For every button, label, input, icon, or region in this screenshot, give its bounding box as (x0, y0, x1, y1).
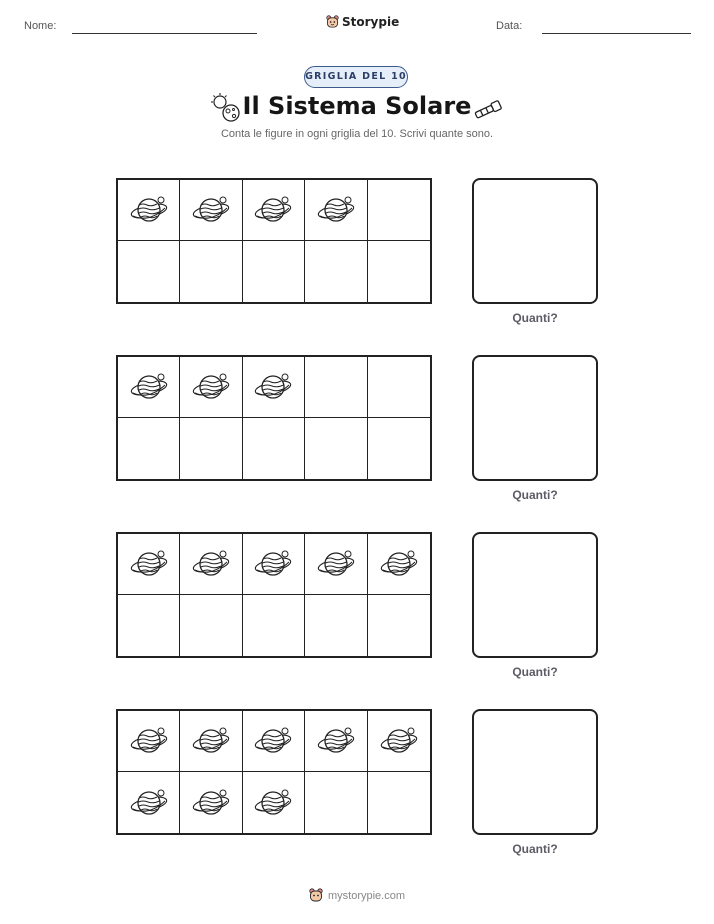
ten-frame-cell (305, 772, 367, 833)
planet-icon (129, 548, 169, 580)
ten-frame-cell (118, 180, 180, 241)
brand-name: Storypie (342, 15, 400, 29)
ten-frame-1 (116, 178, 432, 304)
answer-label: Quanti? (512, 842, 558, 856)
date-line[interactable] (542, 33, 691, 34)
ten-frame-cell (368, 357, 430, 418)
ten-frame-cell (368, 772, 430, 833)
planet-icon (253, 787, 293, 819)
ten-frame-cell (180, 534, 242, 595)
answer-label: Quanti? (512, 311, 558, 325)
ten-frame-cell (243, 180, 305, 241)
planet-icon (253, 371, 293, 403)
ten-frame-cell (243, 418, 305, 479)
ten-frame-cell (368, 241, 430, 302)
ten-frame-cell (180, 595, 242, 656)
answer-box-3[interactable] (472, 532, 598, 658)
planet-icon (191, 725, 231, 757)
ten-frame-cell (305, 241, 367, 302)
ten-frame-cell (305, 418, 367, 479)
instructions: Conta le figure in ogni griglia del 10. Scrivi quante sono. (220, 128, 494, 140)
ten-frame-cell (305, 180, 367, 241)
ten-frame-cell (368, 711, 430, 772)
ten-frame-cell (180, 357, 242, 418)
planet-icon (129, 725, 169, 757)
footer (0, 888, 714, 903)
planet-icon (191, 194, 231, 226)
planet-icon (379, 725, 419, 757)
ten-frame-cell (180, 241, 242, 302)
ten-frame-cell (305, 357, 367, 418)
storypie-logo-icon (326, 15, 339, 29)
planet-icon (316, 725, 356, 757)
ten-frame-cell (368, 418, 430, 479)
storypie-logo-icon (309, 888, 323, 903)
planet-icon (191, 371, 231, 403)
ten-frame-2 (116, 355, 432, 481)
planet-icon (379, 548, 419, 580)
ten-frame-cell (118, 772, 180, 833)
planet-icon (129, 371, 169, 403)
answer-label: Quanti? (512, 488, 558, 502)
name-label: Nome: (24, 20, 57, 32)
planet-icon (129, 787, 169, 819)
footer-site: mystorypie.com (327, 889, 406, 902)
ten-frame-cell (368, 595, 430, 656)
badge: GRIGLIA DEL 10 (304, 66, 408, 88)
planet-icon (191, 548, 231, 580)
ten-frame-cell (180, 180, 242, 241)
date-label: Data: (496, 20, 523, 32)
ten-frame-cell (118, 711, 180, 772)
ten-frame-cell (118, 418, 180, 479)
ten-frame-cell (180, 772, 242, 833)
name-line[interactable] (72, 33, 257, 34)
answer-box-4[interactable] (472, 709, 598, 835)
brand (326, 15, 399, 29)
ten-frame-4 (116, 709, 432, 835)
ten-frame-cell (118, 595, 180, 656)
planet-icon (316, 194, 356, 226)
ten-frame-cell (118, 241, 180, 302)
ten-frame-cell (180, 418, 242, 479)
ten-frame-cell (118, 357, 180, 418)
page-title: Il Sistema Solare (242, 92, 472, 120)
ten-frame-cell (243, 534, 305, 595)
ten-frame-cell (243, 241, 305, 302)
ten-frame-cell (180, 711, 242, 772)
ten-frame-cell (368, 534, 430, 595)
planet-icon (253, 194, 293, 226)
planet-icon (191, 787, 231, 819)
ten-frame-cell (243, 772, 305, 833)
telescope-icon (472, 94, 504, 126)
ten-frame-cell (243, 711, 305, 772)
ten-frame-cell (243, 357, 305, 418)
answer-box-1[interactable] (472, 178, 598, 304)
ten-frame-3 (116, 532, 432, 658)
answer-label: Quanti? (512, 665, 558, 679)
planet-icon (253, 725, 293, 757)
ten-frame-cell (368, 180, 430, 241)
ten-frame-cell (305, 534, 367, 595)
ten-frame-cell (305, 711, 367, 772)
ten-frame-cell (243, 595, 305, 656)
planet-icon (253, 548, 293, 580)
answer-box-2[interactable] (472, 355, 598, 481)
planet-icon (129, 194, 169, 226)
planet-icon (316, 548, 356, 580)
ten-frame-cell (305, 595, 367, 656)
ten-frame-cell (118, 534, 180, 595)
